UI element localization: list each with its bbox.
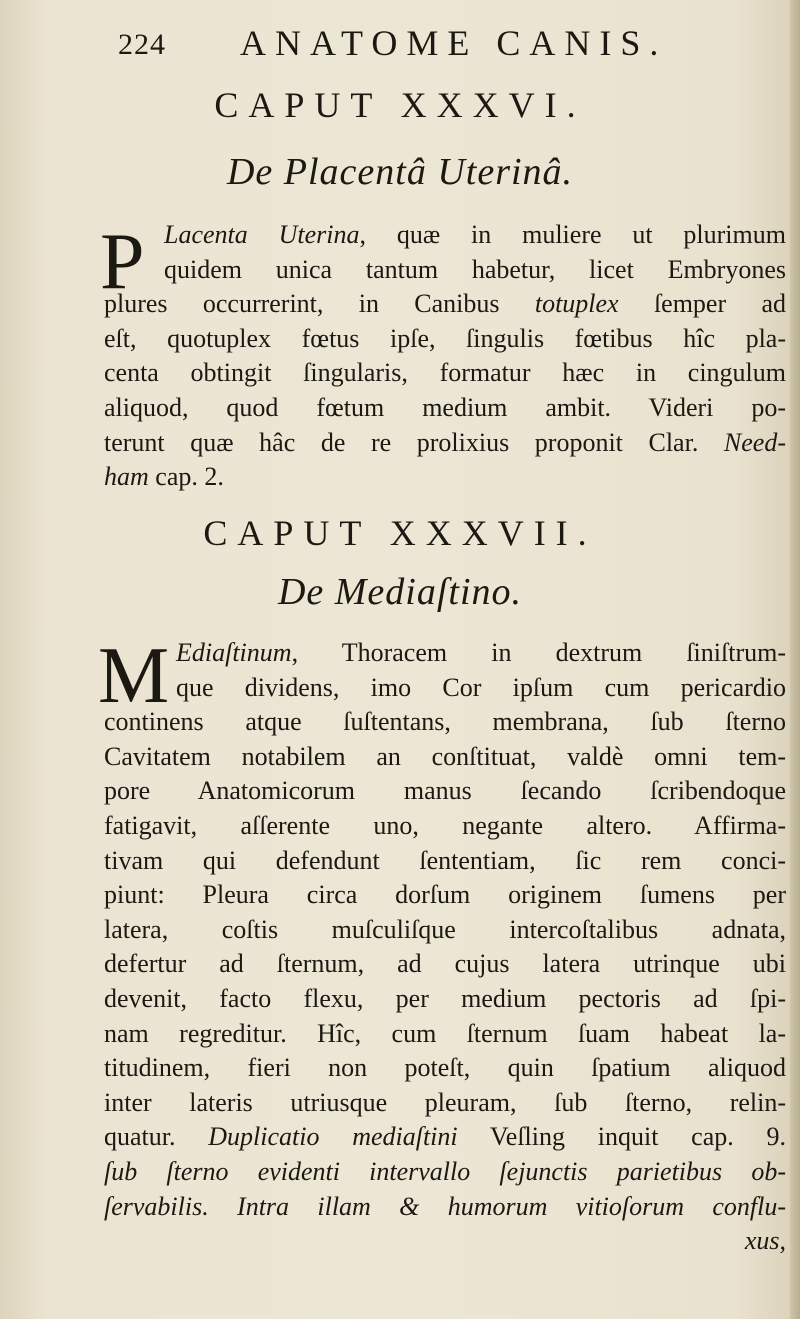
text-run: quatur. xyxy=(104,1122,209,1152)
italic-term: Duplicatio mediaſtini xyxy=(208,1122,458,1152)
text-line: piunt: Pleura circa dorſum originem ſumens per xyxy=(104,880,786,910)
text-line xyxy=(104,253,786,288)
italic-term: Lacenta Uterina xyxy=(164,220,360,249)
text-line xyxy=(104,636,786,671)
text-line xyxy=(104,1120,786,1155)
text-line xyxy=(104,287,786,322)
text-run: ſemper ad xyxy=(618,289,786,319)
chapter-heading: CAPUT XXXVII. xyxy=(203,513,597,553)
drop-capital: P xyxy=(100,218,145,306)
text-line: centa obtingit ſingularis, formatur hæc in cingulum xyxy=(104,358,786,388)
text-line: ſub ſterno evidenti intervallo ſejunctis parietibus ob- xyxy=(104,1156,786,1186)
text-line xyxy=(104,671,786,706)
text-line: ſervabilis. Intra illam & humorum vitioſorum conflu- xyxy=(104,1191,786,1221)
chapter-heading: CAPUT XXXVI. xyxy=(214,85,586,125)
text-line: latera, coſtis muſculiſque intercoſtalibus adnata, xyxy=(104,914,786,944)
text-line: inter lateris utriusque pleuram, ſub ſterno, relin- xyxy=(104,1087,786,1117)
page-gutter xyxy=(790,0,800,1319)
text-run: terunt quæ hâc de re prolixius proponit Clar. xyxy=(104,427,724,457)
text-run: Veſling inquit cap. 9. xyxy=(457,1122,786,1152)
catchword: xus, xyxy=(744,1226,786,1256)
text-run: plures occurrerint, in Canibus xyxy=(104,289,535,319)
text-line: aliquod, quod fœtum medium ambit. Videri po- xyxy=(104,392,786,422)
text-line: nam regreditur. Hîc, cum ſternum ſuam habeat la- xyxy=(104,1018,786,1048)
text-line: devenit, facto flexu, per medium pectoris ad ſpi- xyxy=(104,983,786,1013)
text-line: tivam qui defendunt ſententiam, ſic rem conci- xyxy=(104,845,786,875)
drop-capital: M xyxy=(98,632,170,720)
text-line: titudinem, fieri non poteſt, quin ſpatium aliquod xyxy=(104,1053,786,1083)
chapter-title: De Mediaſtino. xyxy=(277,571,523,613)
text-line: defertur ad ſternum, ad cujus latera utrinque ubi xyxy=(104,949,786,979)
text-line: eſt, quotuplex fœtus ipſe, ſingulis fœtibus hîc pla- xyxy=(104,323,786,353)
text-line: Cavitatem notabilem an conſtituat, valdè omni tem- xyxy=(104,741,786,771)
italic-term: Need- xyxy=(723,427,786,457)
running-head xyxy=(118,22,718,62)
page-number: 224 xyxy=(118,28,166,61)
chapter-title: De Placentâ Uterinâ. xyxy=(226,151,574,193)
italic-term: ham xyxy=(104,462,149,492)
text-run: que dividens, imo Cor ipſum cum pericardio xyxy=(176,672,786,702)
text-run: quidem unica tantum habetur, licet Embryones xyxy=(164,254,786,284)
text-line xyxy=(104,218,786,253)
text-line: pore Anatomicorum manus ſecando ſcribendoque xyxy=(104,776,786,806)
italic-term: totuplex xyxy=(534,289,619,319)
text-run: cap. 2. xyxy=(148,462,224,492)
text-line: fatigavit, aſſerente uno, negante altero. Affirma- xyxy=(104,810,786,840)
text-line: continens atque ſuſtentans, membrana, ſub ſterno xyxy=(104,707,786,737)
text-line xyxy=(104,460,786,495)
text-run: , quæ in muliere ut plurimum xyxy=(359,220,786,249)
text-run: , Thoracem in dextrum ſiniſtrum- xyxy=(291,638,786,667)
paragraph-placenta xyxy=(104,218,786,495)
paragraph-mediastinum xyxy=(104,636,786,1259)
text-line xyxy=(104,426,786,461)
italic-term: Ediaſtinum xyxy=(176,638,292,667)
running-title: ANATOME CANIS. xyxy=(240,23,668,63)
